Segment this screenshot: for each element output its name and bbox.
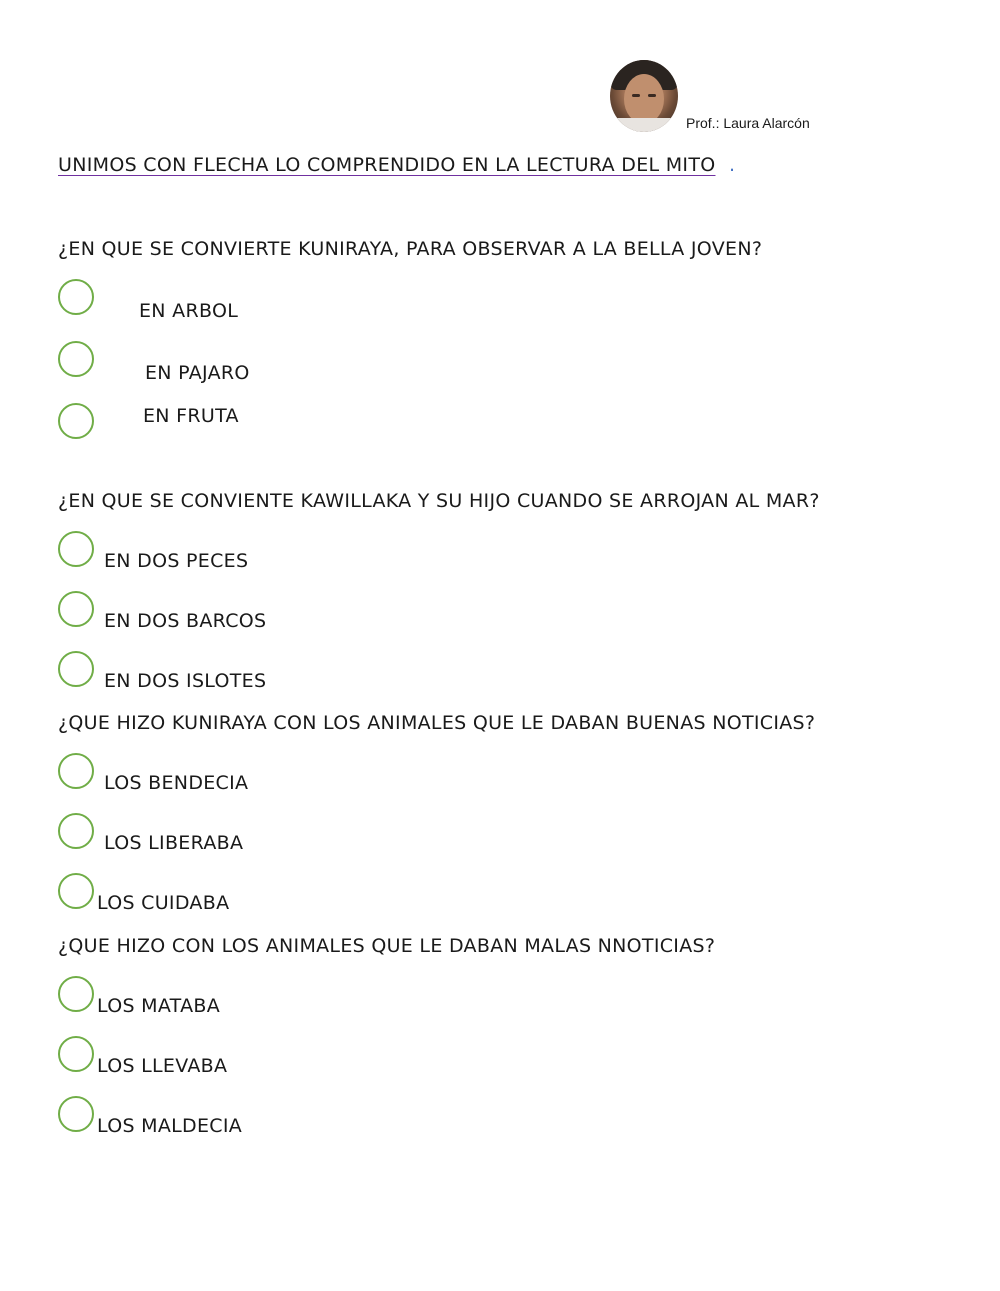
teacher-name: Prof.: Laura Alarcón xyxy=(686,115,810,131)
question-3: ¿QUE HIZO KUNIRAYA CON LOS ANIMALES QUE LE DABAN BUENAS NOTICIAS? xyxy=(58,712,816,734)
teacher-avatar xyxy=(610,60,678,132)
option-1-3: EN FRUTA xyxy=(143,405,239,427)
question-4: ¿QUE HIZO CON LOS ANIMALES QUE LE DABAN MALAS NNOTICIAS? xyxy=(58,935,716,957)
answer-circle-2-2[interactable] xyxy=(58,591,94,627)
answer-circle-3-2[interactable] xyxy=(58,813,94,849)
worksheet-title: UNIMOS CON FLECHA LO COMPRENDIDO EN LA LECTURA DEL MITO xyxy=(58,154,716,176)
answer-circle-1-1[interactable] xyxy=(58,279,94,315)
option-1-1: EN ARBOL xyxy=(139,300,239,322)
option-3-2: LOS LIBERABA xyxy=(104,832,244,854)
option-2-3: EN DOS ISLOTES xyxy=(104,670,267,692)
option-3-3: LOS CUIDABA xyxy=(97,892,230,914)
answer-circle-4-3[interactable] xyxy=(58,1096,94,1132)
answer-circle-3-1[interactable] xyxy=(58,753,94,789)
answer-circle-1-3[interactable] xyxy=(58,403,94,439)
option-1-2: EN PAJARO xyxy=(145,362,250,384)
answer-circle-1-2[interactable] xyxy=(58,341,94,377)
title-period: . xyxy=(729,154,736,176)
option-3-1: LOS BENDECIA xyxy=(104,772,249,794)
option-2-2: EN DOS BARCOS xyxy=(104,610,267,632)
option-2-1: EN DOS PECES xyxy=(104,550,249,572)
answer-circle-4-1[interactable] xyxy=(58,976,94,1012)
answer-circle-2-1[interactable] xyxy=(58,531,94,567)
question-1: ¿EN QUE SE CONVIERTE KUNIRAYA, PARA OBSERVAR A LA BELLA JOVEN? xyxy=(58,238,763,260)
option-4-3: LOS MALDECIA xyxy=(97,1115,243,1137)
answer-circle-3-3[interactable] xyxy=(58,873,94,909)
answer-circle-4-2[interactable] xyxy=(58,1036,94,1072)
question-2: ¿EN QUE SE CONVIENTE KAWILLAKA Y SU HIJO CUANDO SE ARROJAN AL MAR? xyxy=(58,490,820,512)
option-4-1: LOS MATABA xyxy=(97,995,221,1017)
answer-circle-2-3[interactable] xyxy=(58,651,94,687)
option-4-2: LOS LLEVABA xyxy=(97,1055,228,1077)
